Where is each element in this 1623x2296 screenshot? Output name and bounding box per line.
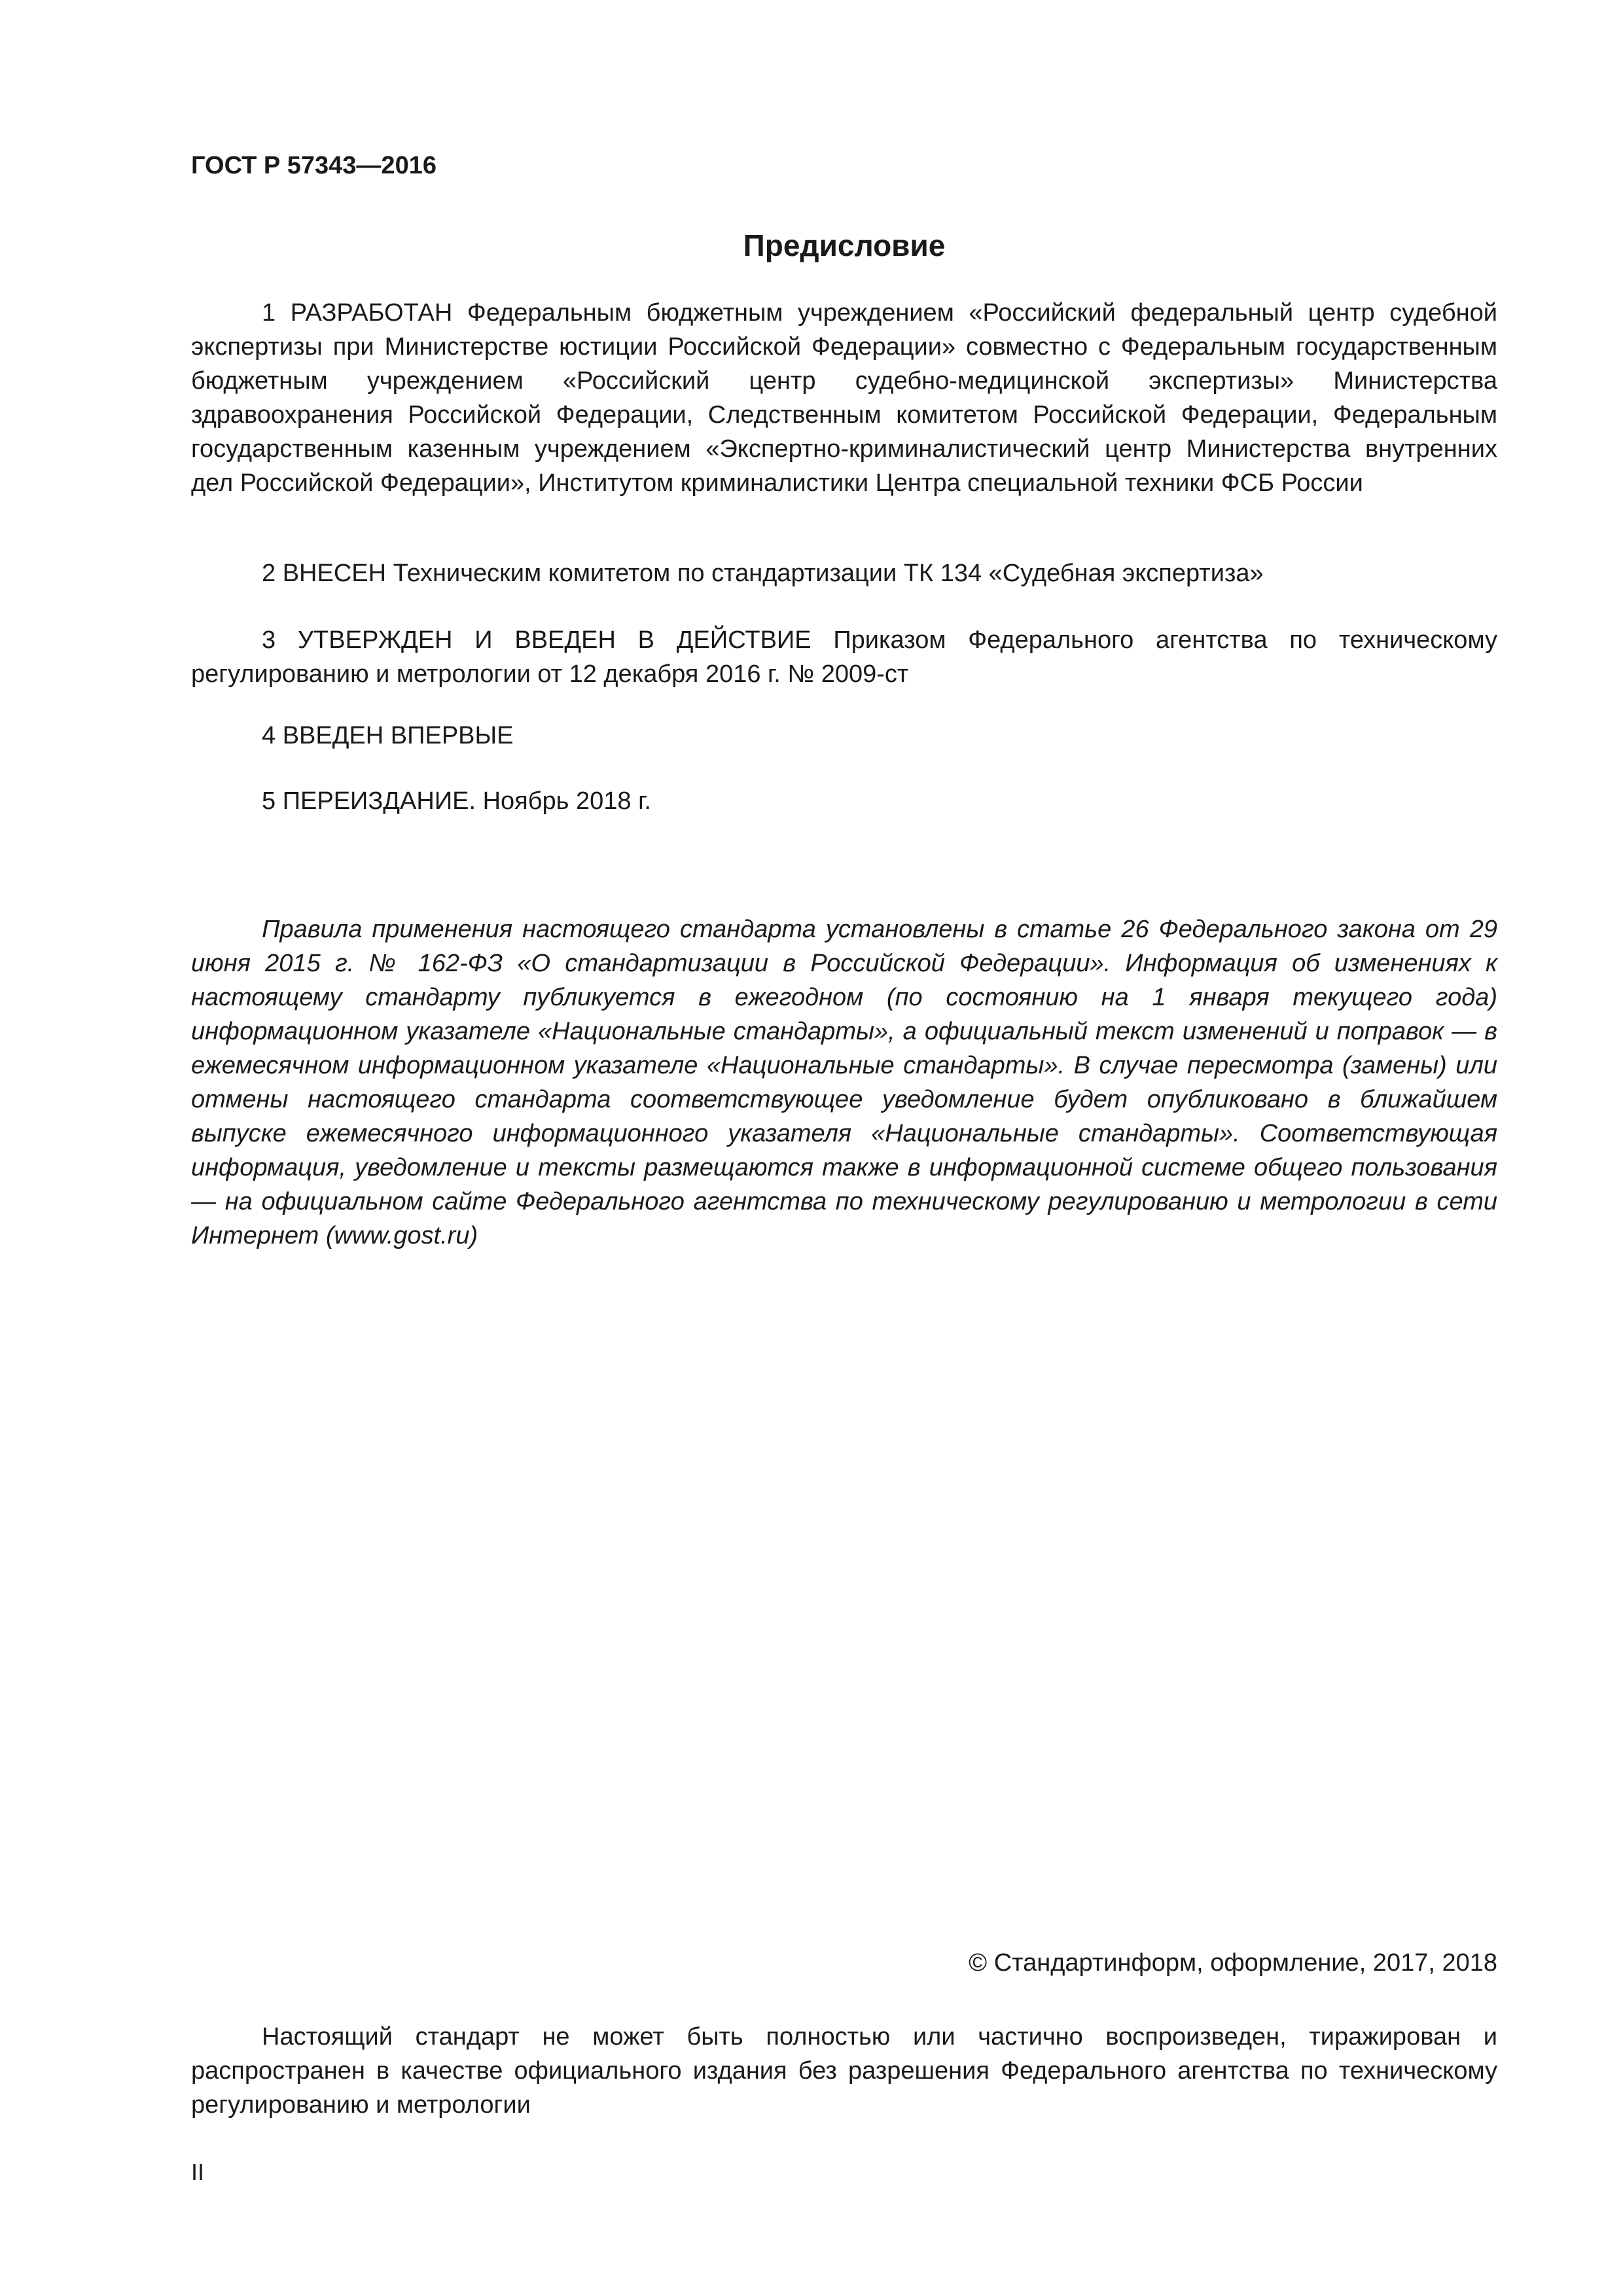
foreword-item-5-text: 5 ПЕРЕИЗДАНИЕ. Ноябрь 2018 г. xyxy=(262,787,651,815)
page-number: II xyxy=(191,2159,205,2185)
reproduction-notice-text: Настоящий стандарт не может быть полностью или частично воспроизведен, тиражирован и распространен в качестве официального издания без разрешения Федерального агентства по техническому регулированию и метрологии xyxy=(191,2023,1497,2119)
application-rules-notice xyxy=(191,912,1497,1253)
copyright-line: © Стандартинформ, оформление, 2017, 2018 xyxy=(969,1949,1497,1977)
application-rules-notice-text: Правила применения настоящего стандарта установлены в статье 26 Федерального закона от 29 июня 2015 г. № 162-ФЗ «О стандартизации в Российской Федерации». Информация об изменениях к настоящему стандарту публикуется в ежегодном (по состоянию на 1 января текущего года) информационном указателе «Национальные стандарты», а официальный текст изменений и поправок — в ежемесячном информационном указателе «Национальные стандарты». В случае пересмотра (замены) или отмены настоящего стандарта соответствующее уведомление будет опубликовано в ближайшем выпуске ежемесячного информационного указателя «Национальные стандарты». Соответствующая информация, уведомление и тексты размещаются также в информационной системе общего пользования — на официальном сайте Федерального агентства по техническому регулированию и метрологии в сети Интернет (www.gost.ru) xyxy=(191,916,1497,1249)
foreword-item-3-text: 3 УТВЕРЖДЕН И ВВЕДЕН В ДЕЙСТВИЕ Приказом Федерального агентства по техническому регулированию и метрологии от 12 декабря 2016 г. № 2009-ст xyxy=(191,626,1497,688)
foreword-item-1-text: 1 РАЗРАБОТАН Федеральным бюджетным учреждением «Российский федеральный центр судебной экспертизы при Министерстве юстиции Российской Федерации» совместно с Федеральным государственным бюджетным учреждением «Российский центр судебно-медицинской экспертизы» Министерства здравоохранения Российской Федерации, Следственным комитетом Российской Федерации, Федеральным государственным казенным учреждением «Экспертно-криминалистический центр Министерства внутренних дел Российской Федерации», Институтом криминалистики Центра специальной техники ФСБ России xyxy=(191,299,1497,497)
foreword-item-2-text: 2 ВНЕСЕН Техническим комитетом по стандартизации ТК 134 «Судебная экспертиза» xyxy=(262,560,1264,587)
page-title xyxy=(0,228,1623,263)
page-title-text: Предисловие xyxy=(743,228,946,262)
foreword-item-4-text: 4 ВВЕДЕН ВПЕРВЫЕ xyxy=(262,722,514,749)
foreword-item-1 xyxy=(191,296,1497,500)
foreword-item-3 xyxy=(191,623,1497,691)
foreword-item-2 xyxy=(191,556,1497,590)
foreword-item-4 xyxy=(191,719,1497,753)
document-number: ГОСТ Р 57343—2016 xyxy=(191,152,437,179)
foreword-item-5 xyxy=(191,784,1497,818)
reproduction-notice xyxy=(191,2020,1497,2122)
